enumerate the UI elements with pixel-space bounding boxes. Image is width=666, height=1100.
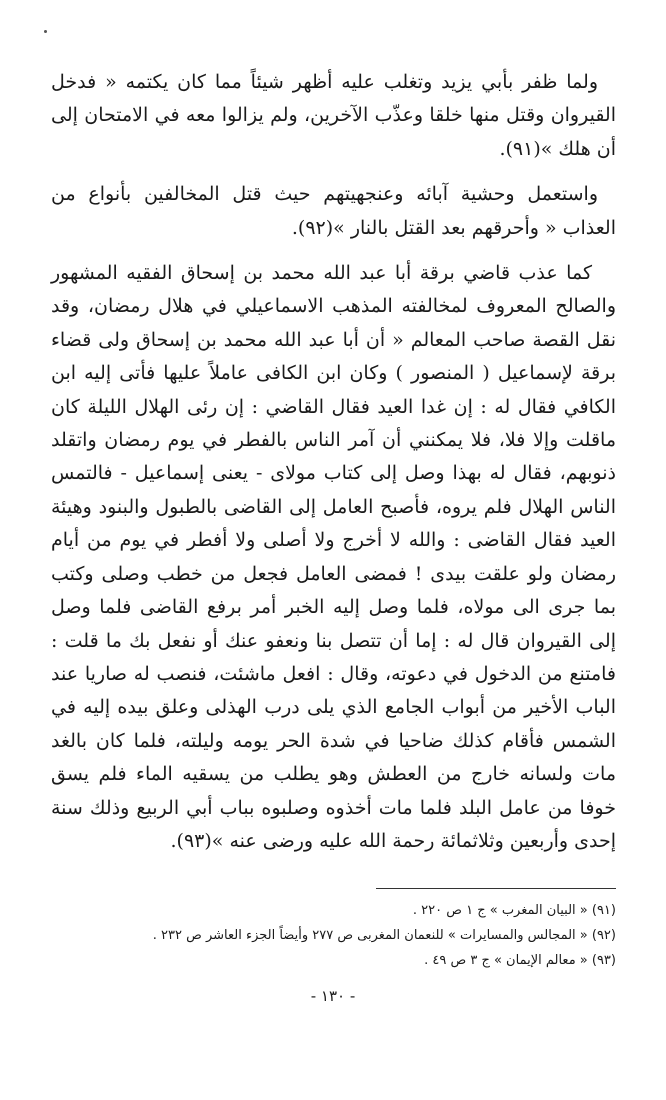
footnote-92: (٩٢) « المجالس والمسايرات » للنعمان المغربى ص ٢٧٧ وأيضاً الجزء العاشر ص ٢٣٢ . — [152, 928, 616, 943]
paragraph-3: كما عذب قاضي برقة أبا عبد الله محمد بن إسحاق الفقيه المشهور والصالح المعروف لمخالفته المذهب الاسماعيلي في هلال رمضان، وقد نقل القصة صاحب المعالم « أن أبا عبد الله محمد بن إسحاق ولى قضاء برقة لإسماعيل ( المنصور ) وكان ابن الكافى عاملاً عليها فأتى إليه ابن الكافي فقال له : إن غدا العيد فقال القاضي : إن رئى الهلال الليلة كان ماقلت وإلا فلا، فلا يمكنني أن آمر الناس بالفطر في يوم رمضان واتقلد ذنوبهم، فقال له بهذا وصل إلى كتاب مولاى - يعنى إسماعيل - فالتمس الناس الهلال فلم يروه، فأصبح العامل إلى القاضى بالطبول والبنود وهيئة العيد فقال القاضى : والله لا أخرج ولا أصلى ولا أفطر في يوم من أيام رمضان ولو علقت بيدى ! فمضى العامل فجعل من خطب وصلى وكتب بما جرى الى مولاه، فلما وصل إليه الخبر أمر برفع القاضى فلما وصل إلى القيروان قال له : إما أن تتصل بنا ونعفو عنك أو نفعل بك ما قلت : فامتنع من الدخول في دعوته، وقال : افعل ماشئت، فنصب له صاريا عند الباب الأخير من أبواب الجامع الذي يلى درب الهذلى وعلق بيده إليه في الشمس فأقام كذلك ضاحيا في شدة الحر يومه وليلته، فلما كان بالغد مات ولسانه خارج من العطش وهو يطلب من يسقيه الماء فلم يسق خوفا من عامل البلد فلما مات أخذوه وصلبوه بباب أبي الربيع وذلك سنة إحدى وأربعين وثلاثمائة رحمة الله عليه ورضى عنه »(٩٣). — [51, 262, 616, 852]
paragraph-1: ولما ظفر بأبي يزيد وتغلب عليه أظهر شيئاً مما كان يكتمه « فدخل القيروان وقتل منها خلقا وعذّب الآخرين، ولم يزالوا معه في الامتحان إلى أن هلك »(٩١). — [51, 71, 616, 160]
footnote-93: (٩٣) « معالم الإيمان » ج ٣ ص ٤٩ . — [424, 953, 616, 968]
footnote-91: (٩١) « البيان المغرب » ج ١ ص ٢٢٠ . — [412, 903, 616, 918]
main-text — [51, 66, 616, 870]
footnote-separator — [376, 888, 616, 889]
page-number: - ١٣٠ - — [310, 987, 356, 1005]
footnotes — [51, 898, 616, 973]
paragraph-2: واستعمل وحشية آبائه وعنجهيتهم حيث قتل المخالفين بأنواع من العذاب « وأحرقهم بعد القتل بالنار »(٩٢). — [51, 183, 616, 239]
scan-speck — [44, 30, 47, 33]
